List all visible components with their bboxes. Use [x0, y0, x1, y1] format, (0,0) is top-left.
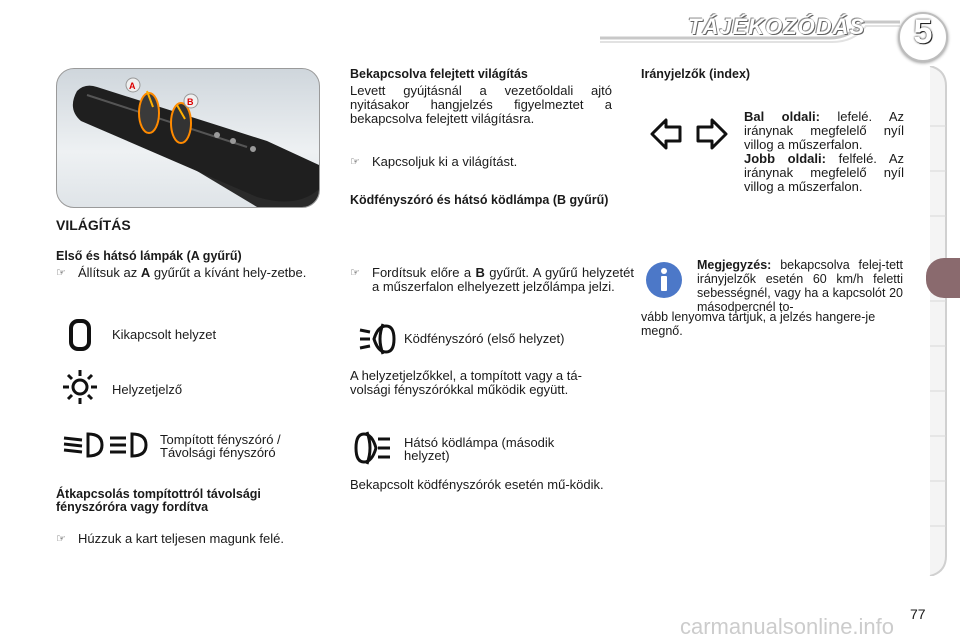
section-title: VILÁGÍTÁS: [56, 217, 131, 233]
front-fog-label: Ködfényszóró (első helyzet): [404, 331, 565, 346]
ring-a-instruction: ☞ Állítsuk az A gyűrűt a kívánt hely-zetbe.: [56, 265, 307, 280]
chapter-tab-strip[interactable]: [928, 66, 948, 576]
beam-switch-heading-1: Átkapcsolás tompítottról távolsági: [56, 487, 261, 501]
fog-operation-text: A helyzetjelzőkkel, a tompított vagy a tá-volsági fényszórókkal működik együtt.: [350, 368, 582, 397]
turn-signal-arrows-icon: [648, 114, 730, 154]
fog-lights-heading: Ködfényszóró és hátsó ködlámpa (B gyűrű): [350, 193, 609, 207]
dipped-beam-label: Tompított fényszóró /: [160, 432, 281, 447]
note-text-top: Megjegyzés: bekapcsolva felej-tett irányjelzők esetén 60 km/h feletti sebességnél, vagy ha a kapcsolót 20 másodpercnél to-: [697, 258, 903, 314]
dipped-main-beam-icon: [60, 430, 150, 460]
rear-fog-icon: [354, 430, 394, 466]
lights-left-on-text: Levett gyújtásnál a vezetőoldali ajtó nyitásakor hangjelzés figyelmeztet a bekapcsolva felejtett világításra.: [350, 83, 612, 126]
watermark: carmanualsonline.info: [680, 614, 895, 639]
front-rear-lights-heading: Első és hátsó lámpák (A gyűrű): [56, 249, 242, 263]
note-text-bottom: vább lenyomva tartjuk, a jelzés hangere-je megnő.: [641, 310, 876, 338]
pointer-bullet-icon: ☞: [56, 533, 66, 545]
sidelights-icon: [60, 368, 100, 406]
lights-left-on-heading: Bekapcsolva felejtett világítás: [350, 67, 528, 81]
pointer-bullet-icon: ☞: [56, 267, 66, 279]
indicators-heading: Irányjelzők (index): [641, 67, 751, 81]
active-chapter-tab[interactable]: [926, 258, 960, 298]
label-b: B: [187, 97, 194, 107]
rear-fog-operation-text: Bekapcsolt ködfényszórók esetén mű-ködik.: [350, 477, 604, 492]
ring-b-instruction: ☞ Fordítsuk előre a B gyűrűt. A gyűrű helyzetét a műszerfalon elhelyezett jelzőlámpa jelzi.: [350, 265, 634, 294]
rear-fog-label-1: Hátsó ködlámpa (második: [404, 435, 555, 450]
label-a: A: [129, 81, 136, 91]
lights-off-icon: [66, 318, 96, 352]
page-number: 77: [910, 606, 926, 622]
left-indicator-text: Bal oldali: lefelé. Az iránynak megfelelő nyíl villog a műszerfalon.: [744, 109, 904, 152]
info-icon: [646, 262, 682, 298]
lighting-stalk-photo: [56, 68, 320, 208]
lights-off-instruction: ☞ Kapcsoljuk ki a világítást.: [350, 154, 518, 169]
pointer-bullet-icon: ☞: [350, 156, 360, 168]
chapter-number: 5: [913, 13, 933, 51]
lights-off-label: Kikapcsolt helyzet: [112, 327, 217, 342]
main-beam-label: Távolsági fényszóró: [160, 445, 276, 460]
front-fog-icon: [356, 322, 396, 356]
beam-switch-instruction: ☞ Húzzuk a kart teljesen magunk felé.: [56, 531, 284, 546]
sidelights-label: Helyzetjelző: [112, 382, 183, 397]
rear-fog-label-2: helyzet): [404, 448, 450, 463]
right-indicator-text: Jobb oldali: felfelé. Az iránynak megfelelő nyíl villog a műszerfalon.: [744, 151, 904, 194]
pointer-bullet-icon: ☞: [350, 267, 360, 279]
chapter-title: TÁJÉKOZÓDÁS: [688, 14, 866, 39]
beam-switch-heading-2: fényszóróra vagy fordítva: [56, 500, 209, 514]
